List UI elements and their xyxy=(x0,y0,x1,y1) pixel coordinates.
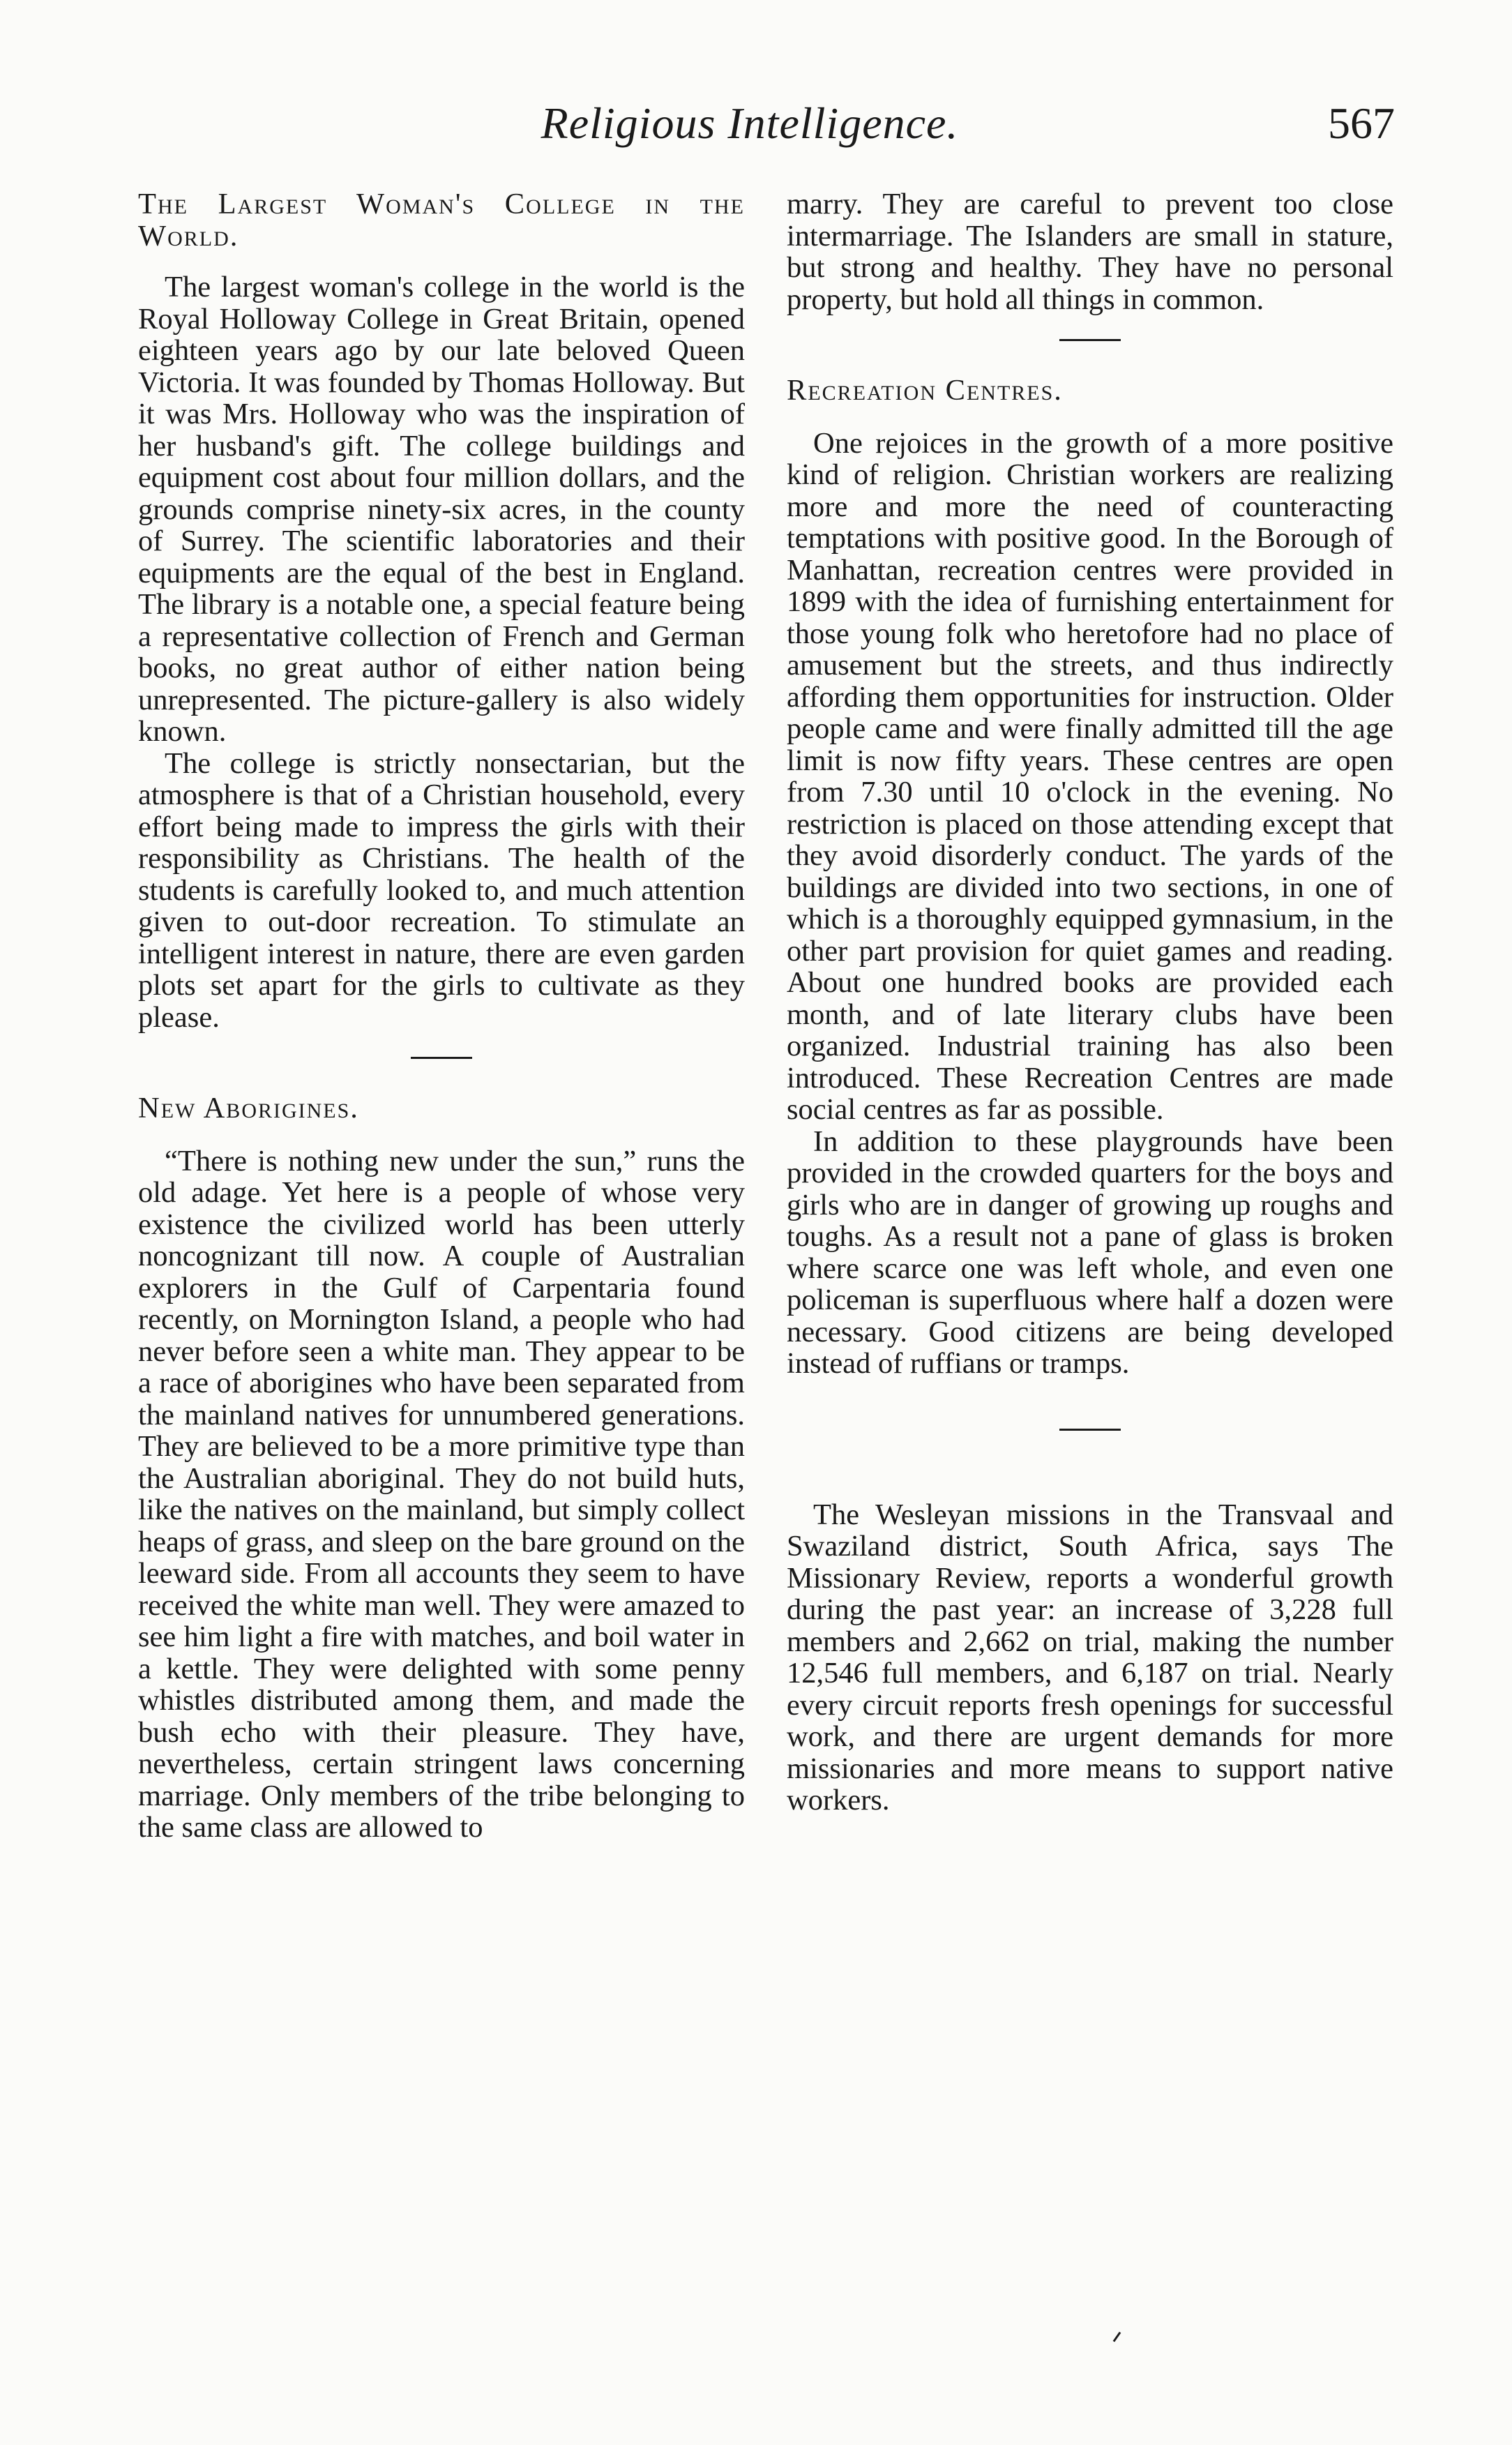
section-divider xyxy=(1059,1429,1121,1431)
section-divider xyxy=(411,1057,472,1059)
ink-mark xyxy=(1113,2332,1121,2342)
left-column xyxy=(138,188,745,1844)
article-paragraph: The college is strictly nonsectarian, but the atmosphere is that of a Christian household, every effort being made to impress the girls with their responsibility as Christians. The health of the students is carefully looked to, and much attention given to out-door recreation. To stimulate an intelligent interest in nature, there are even garden plots set apart for the girls to cultivate as they please. xyxy=(138,746,745,1034)
article-paragraph: In addition to these playgrounds have been provided in the crowded quarters for the boys and girls who are in danger of growing up roughs and toughs. As a result not a pane of glass is broken where scarce one was left whole, and even one policeman is superfluous where half a dozen were necessary. Good citizens are being developed instead of ruffians or tramps. xyxy=(787,1124,1393,1380)
article-paragraph: The Wesleyan missions in the Transvaal and Swaziland district, South Africa, says The Missionary Review, reports a wonderful growth during the past year: an increase of 3,228 full members and 2,662 on trial, making the number 12,546 full members, and 6,187 on trial. Nearly every circuit reports fresh openings for successful work, and there are urgent demands for more missionaries and more means to support native workers. xyxy=(787,1498,1393,1816)
article-paragraph: The largest woman's college in the world is the Royal Holloway College in Great Britain, opened eighteen years ago by our late beloved Queen Victoria. It was founded by Thomas Holloway. But it was Mrs. Holloway who was the inspiration of her husband's gift. The college buildings and equipment cost about four million dollars, and the grounds comprise ninety-six acres, in the county of Surrey. The scientific laboratories and their equipments are the equal of the best in England. The library is a notable one, a special feature being a representative collection of French and German books, no great author of either nation being unrepresented. The picture-gallery is also widely known. xyxy=(138,271,745,748)
running-title: Religious Intelligence. xyxy=(540,98,959,148)
running-head xyxy=(105,98,1395,160)
right-column xyxy=(787,188,1393,1816)
section-divider xyxy=(1059,339,1121,341)
article-heading-aborigines: New Aborigines. xyxy=(138,1092,359,1124)
page-number: 567 xyxy=(1328,98,1395,148)
article-paragraph: One rejoices in the growth of a more positive kind of religion. Christian workers are realizing more and more the need of counteracting temptations with positive good. In the Borough of Manhattan, recreation centres were provided in 1899 with the idea of furnishing entertainment for those young folk who heretofore had no place of amusement but the streets, and thus indirectly affording them opportunities for instruction. Older people came and were finally admitted till the age limit is now fifty years. These centres are open from 7.30 until 10 o'clock in the evening. No restriction is placed on those attending except that they avoid disorderly conduct. The yards of the buildings are divided into two sections, in one of which is a thoroughly equipped gymnasium, in the other part provision for quiet games and reading. About one hundred books are provided each month, and of late literary clubs have been organized. Industrial training has also been introduced. These Recreation Centres are made social centres as far as possible. xyxy=(787,426,1393,1126)
article-heading-college: The Largest Woman's College in the World. xyxy=(138,188,745,253)
article-paragraph-continued: marry. They are careful to prevent too close intermarriage. The Islanders are small in stature, but strong and healthy. They have no personal property, but hold all things in common. xyxy=(787,188,1393,316)
article-paragraph: “There is nothing new under the sun,” runs the old adage. Yet here is a people of whose very existence the civilized world has been utterly noncognizant till now. A couple of Australian explorers in the Gulf of Carpentaria found recently, on Mornington Island, a people who had never before seen a white man. They appear to be a race of aborigines who have been separated from the mainland natives for unnumbered generations. They are believed to be a more primitive type than the Australian aboriginal. They do not build huts, like the natives on the mainland, but simply collect heaps of grass, and sleep on the bare ground on the leeward side. From all accounts they seem to have received the white man well. They were amazed to see him light a fire with matches, and boil water in a kettle. They were delighted with some penny whistles distributed among them, and made the bush echo with their pleasure. They have, nevertheless, certain stringent laws concerning marriage. Only members of the tribe belonging to the same class are allowed to xyxy=(138,1144,745,1844)
article-heading-recreation: Recreation Centres. xyxy=(787,374,1063,407)
